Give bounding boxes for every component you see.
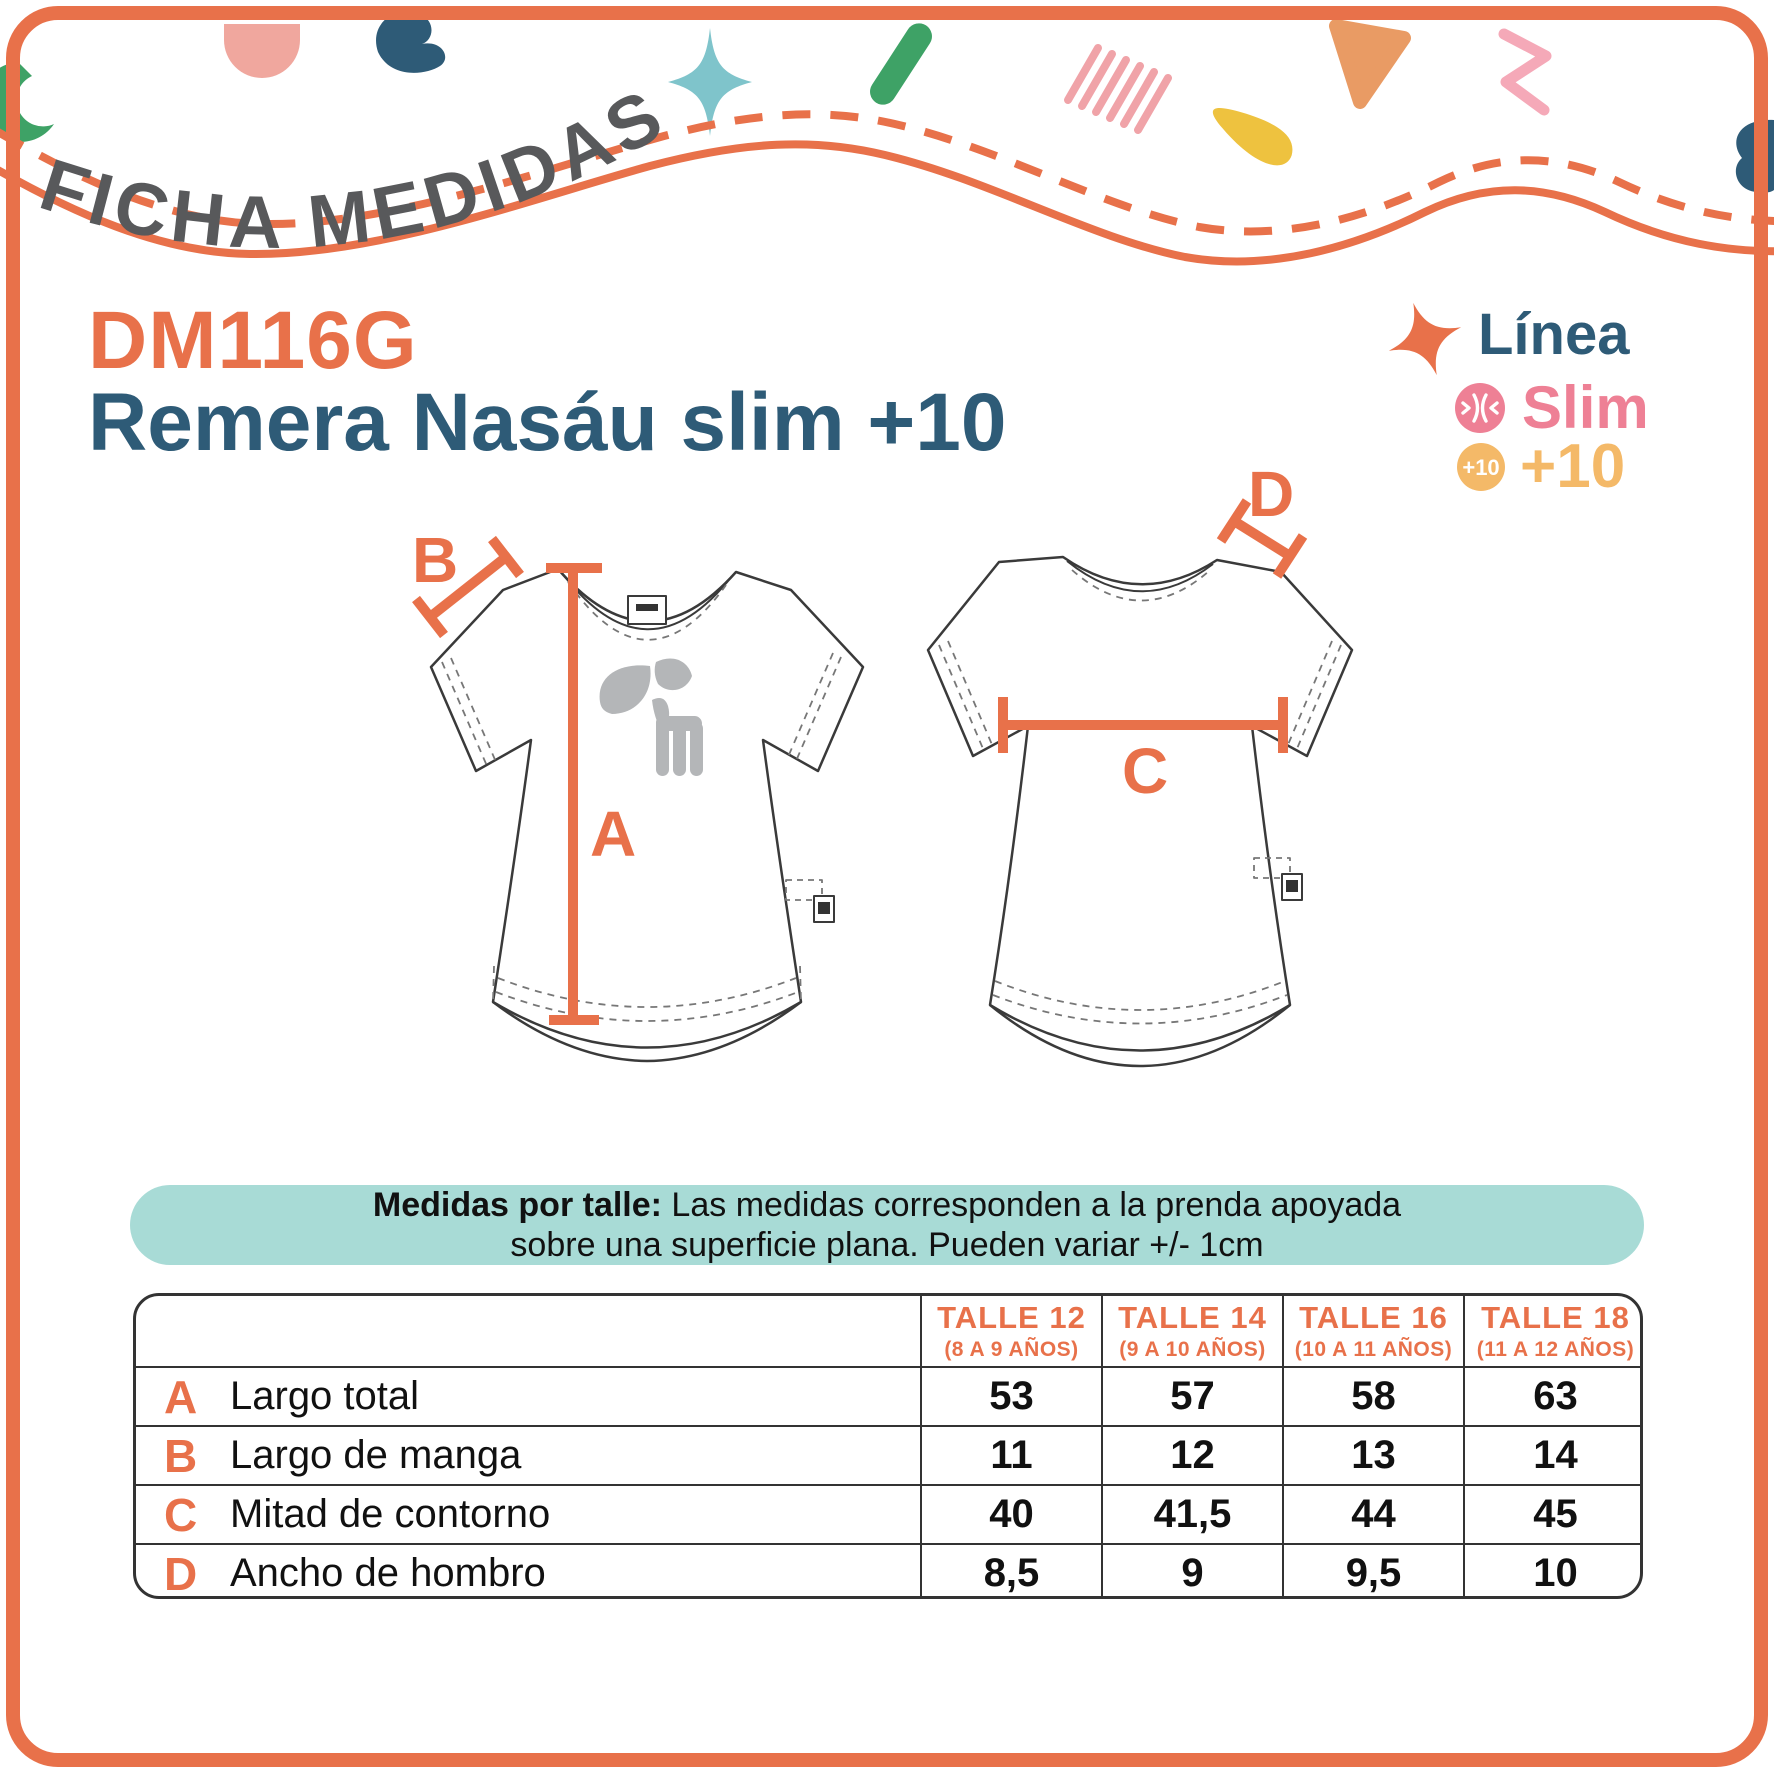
table-cell: 9 [1101, 1543, 1282, 1599]
svg-text:+10: +10 [1462, 455, 1500, 480]
table-cell: 63 [1463, 1366, 1643, 1425]
table-cell: 14 [1463, 1425, 1643, 1484]
product-name: Remera Nasáu slim +10 [88, 377, 1007, 468]
table-cell: 57 [1101, 1366, 1282, 1425]
measure-label-b: B [412, 524, 459, 596]
green-hook-shape [0, 62, 54, 142]
table-row-label-a: A Largo total [136, 1366, 920, 1425]
green-bar-shape [865, 18, 937, 109]
back-shirt-drawing [928, 557, 1352, 1066]
note-line-2: sobre una superficie plana. Pueden variar +/- 1cm [510, 1226, 1264, 1264]
measure-label-d: D [1248, 458, 1295, 530]
front-shirt-drawing [431, 569, 863, 1061]
page-title: FICHA MEDIDAS [31, 70, 681, 265]
linea-plus10-label: +10 [1520, 432, 1626, 501]
sizes-table [133, 1293, 1643, 1599]
table-cell: 44 [1282, 1484, 1463, 1543]
slim-icon [1454, 382, 1506, 434]
table-corner-cell [136, 1296, 920, 1366]
column-header-talle-12: TALLE 12 (8 A 9 AÑOS) [920, 1296, 1101, 1366]
note-line-1 [373, 1185, 1401, 1225]
measure-label-c: C [1122, 735, 1169, 807]
table-cell: 13 [1282, 1425, 1463, 1484]
table-row-label-b: B Largo de manga [136, 1425, 920, 1484]
pink-zigzag-shape [1504, 34, 1546, 110]
product-code: DM116G [88, 295, 418, 386]
table-cell: 11 [920, 1425, 1101, 1484]
column-header-talle-18: TALLE 18 (11 A 12 AÑOS) [1463, 1296, 1643, 1366]
note-title: Medidas por talle: [372, 1186, 662, 1224]
table-cell: 40 [920, 1484, 1101, 1543]
navy-squiggle-shape [376, 11, 445, 73]
column-header-talle-16: TALLE 16 (10 A 11 AÑOS) [1282, 1296, 1463, 1366]
table-cell: 45 [1463, 1484, 1643, 1543]
navy-blob-shape [1736, 120, 1774, 193]
confetti-shapes [0, 11, 1774, 193]
back-shirt-outline [928, 557, 1352, 1066]
table-cell: 10 [1463, 1543, 1643, 1599]
note-text-1: Las medidas corresponden a la prenda apoyada [661, 1186, 1402, 1224]
measure-label-a: A [590, 798, 637, 870]
table-row-label-c: C Mitad de contorno [136, 1484, 920, 1543]
measurement-note [130, 1185, 1644, 1265]
table-cell: 58 [1282, 1366, 1463, 1425]
linea-slim-label: Slim [1522, 374, 1649, 441]
neck-label-print [636, 604, 658, 611]
table-cell: 53 [920, 1366, 1101, 1425]
column-header-talle-14: TALLE 14 (9 A 10 AÑOS) [1101, 1296, 1282, 1366]
yellow-drop-shape [1212, 90, 1297, 181]
pink-hash-lines [1068, 48, 1168, 130]
sparkle-icon [1382, 296, 1468, 382]
orange-triangle-shape [1336, 26, 1404, 102]
table-row-label-d: D Ancho de hombro [136, 1543, 920, 1599]
table-cell: 41,5 [1101, 1484, 1282, 1543]
pink-semicircle-shape [224, 24, 300, 78]
linea-label: Línea [1478, 302, 1630, 367]
table-cell: 12 [1101, 1425, 1282, 1484]
table-cell: 8,5 [920, 1543, 1101, 1599]
table-cell: 9,5 [1282, 1543, 1463, 1599]
front-shirt-outline [431, 569, 863, 1061]
back-side-tag-print [1286, 880, 1298, 892]
plus10-icon [1456, 442, 1506, 492]
front-side-tag-print [818, 902, 830, 914]
